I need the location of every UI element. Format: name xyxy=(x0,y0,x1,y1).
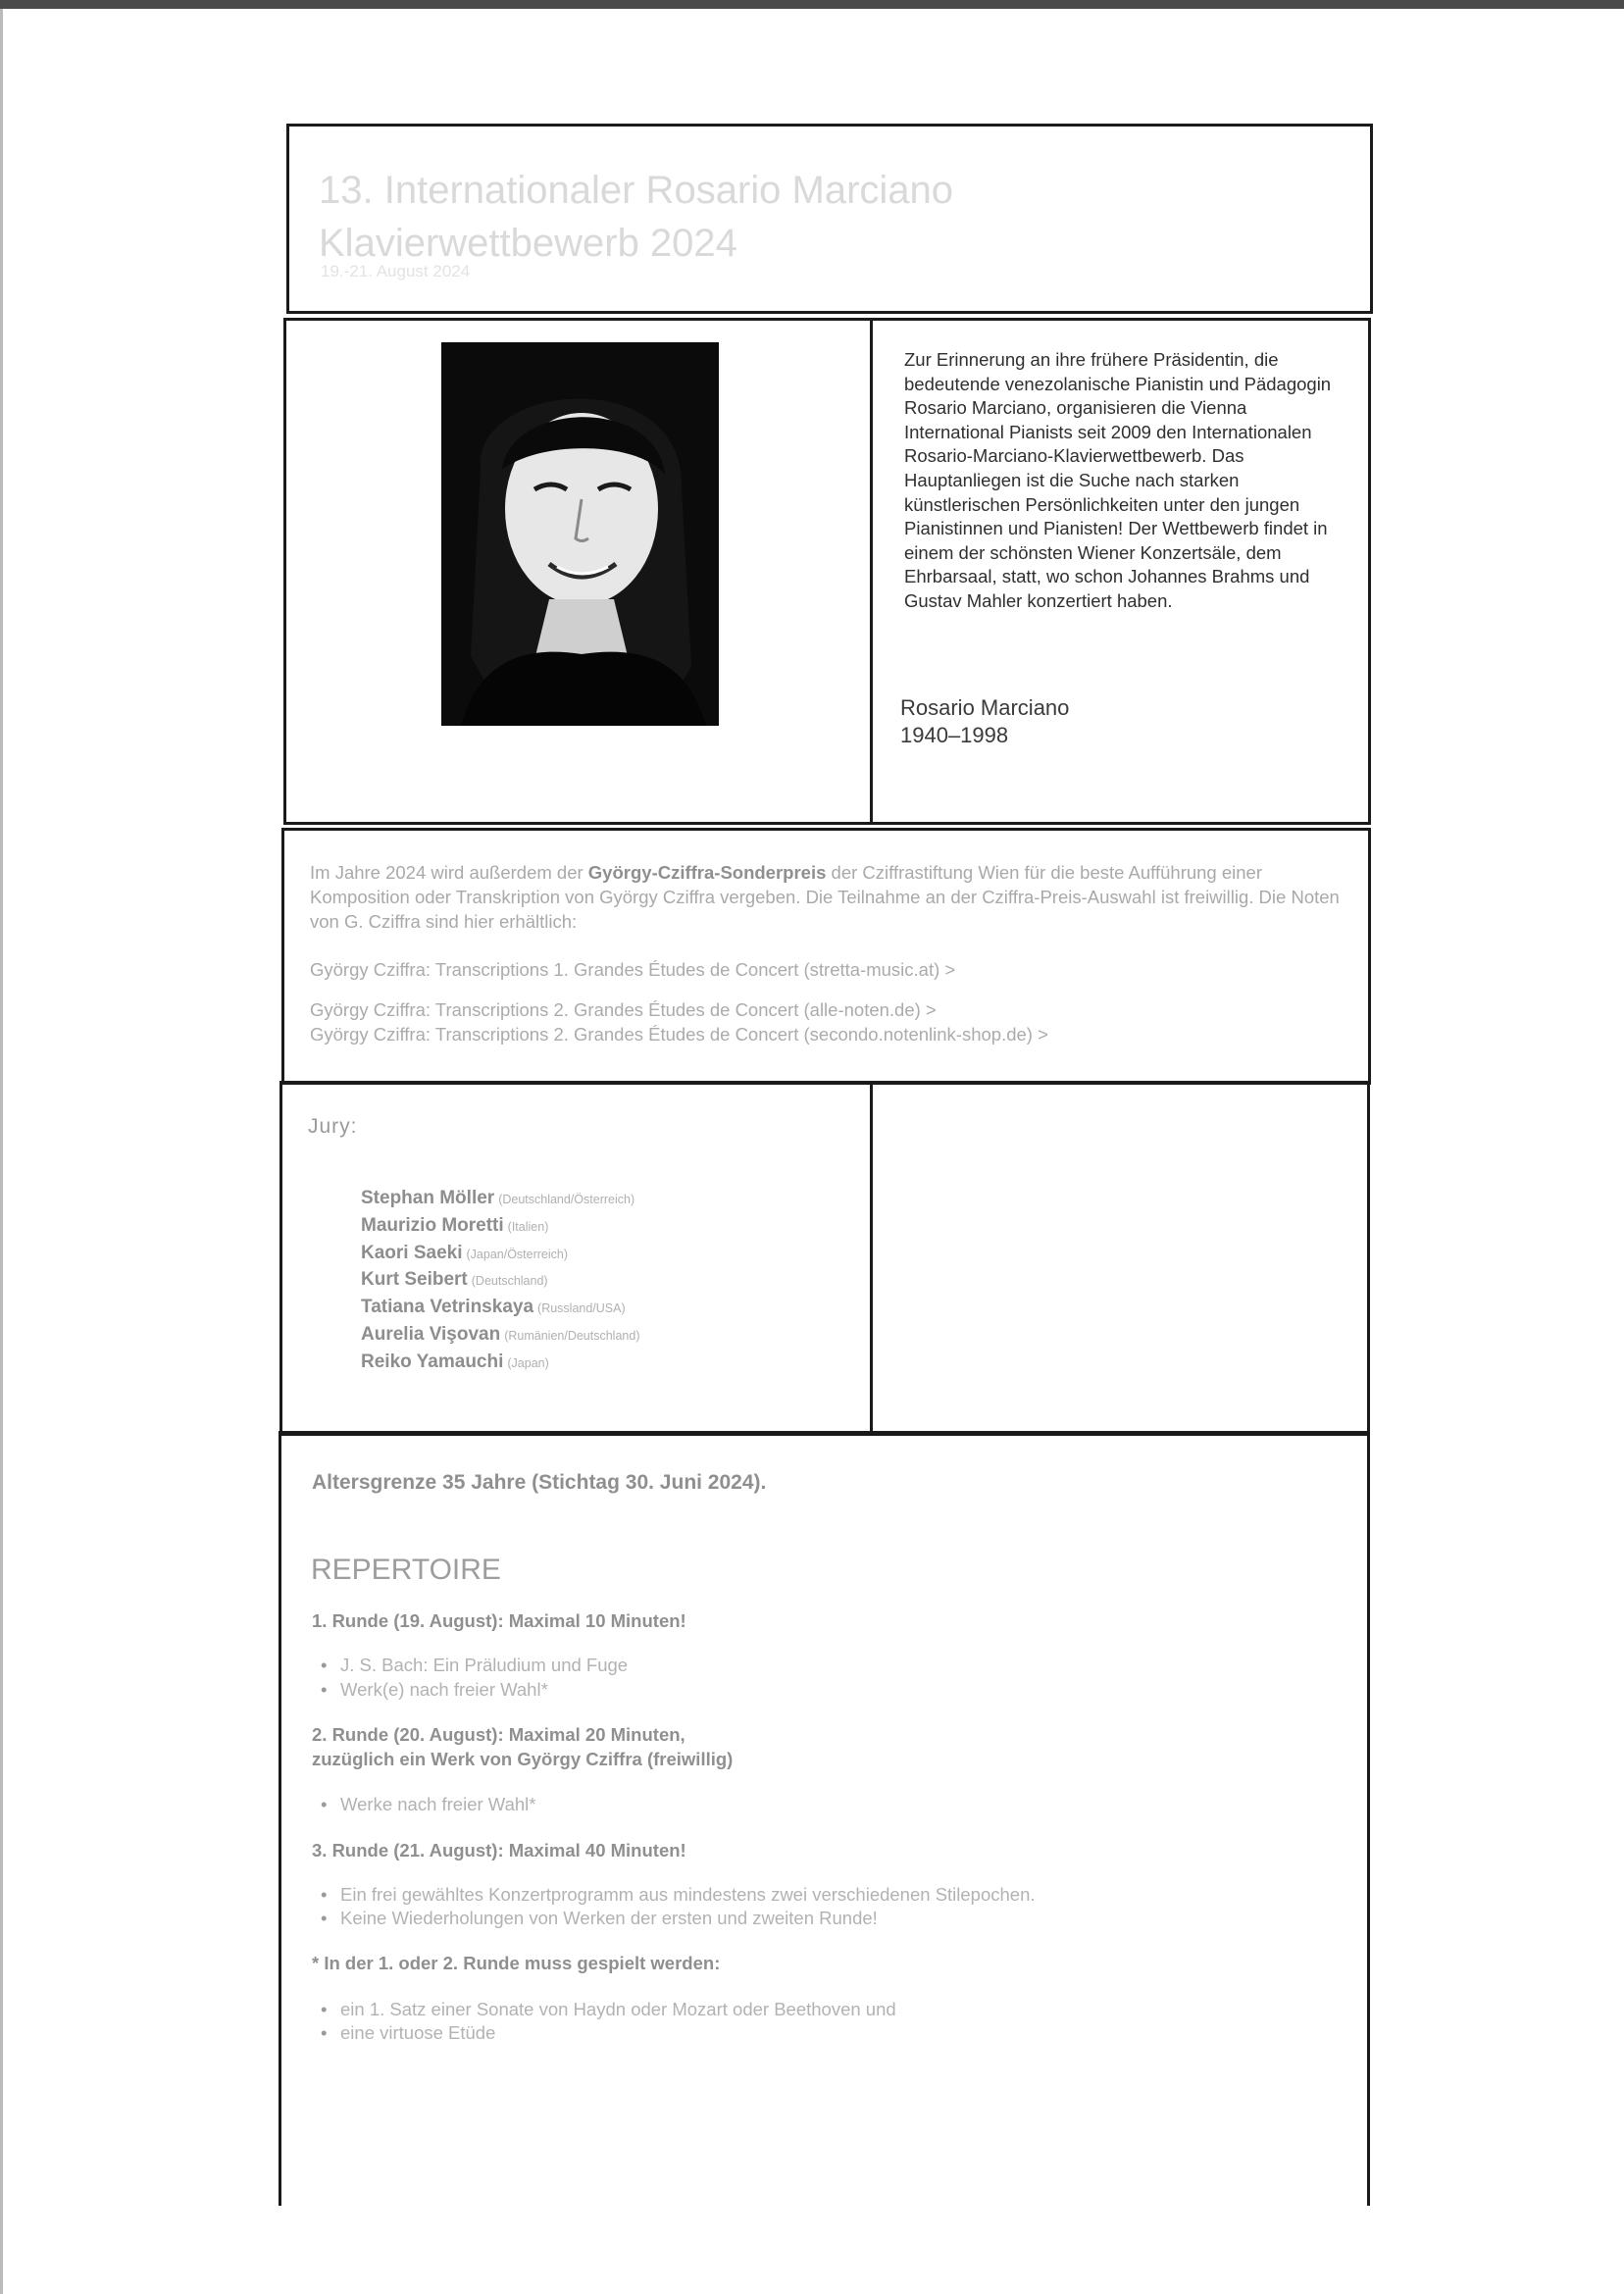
jury-member-name: Kurt Seibert xyxy=(361,1269,468,1291)
jury-member xyxy=(361,1295,639,1322)
round-2-title-line-2: zuzüglich ein Werk von György Cziffra (freiwillig) xyxy=(312,1749,734,1769)
portrait-image xyxy=(441,342,719,726)
list-item: • eine virtuose Etüde xyxy=(340,2021,495,2046)
jury-member-name: Reiko Yamauchi xyxy=(361,1351,504,1372)
list-item: • Werk(e) nach freier Wahl* xyxy=(340,1678,548,1703)
rosario-marciano-name: Rosario Marciano xyxy=(900,695,1070,720)
jury-member xyxy=(361,1213,639,1241)
jury-member xyxy=(361,1350,639,1377)
round-2-title-line-1: 2. Runde (20. August): Maximal 20 Minuten, xyxy=(312,1724,685,1745)
jury-member-name: Maurizio Moretti xyxy=(361,1214,504,1236)
cziffra-link-alle-noten[interactable]: György Cziffra: Transcriptions 2. Grandes Études de Concert (alle-noten.de) > xyxy=(310,999,937,1020)
jury-member-country: (Rumänien/Deutschland) xyxy=(504,1328,640,1343)
cziffra-link-stretta[interactable]: György Cziffra: Transcriptions 1. Grandes Études de Concert (stretta-music.at) > xyxy=(310,959,956,980)
round-1-title: 1. Runde (19. August): Maximal 10 Minuten! xyxy=(312,1610,686,1631)
cziffra-text-before: Im Jahre 2024 wird außerdem der xyxy=(310,862,588,883)
column-divider xyxy=(870,321,873,822)
rosario-marciano-years: 1940–1998 xyxy=(900,723,1009,747)
list-item: • Werke nach freier Wahl* xyxy=(340,1793,535,1817)
competition-dates: 19.-21. August 2024 xyxy=(321,262,471,280)
jury-member-name: Kaori Saeki xyxy=(361,1242,463,1263)
jury-member xyxy=(361,1267,639,1295)
round-3-title: 3. Runde (21. August): Maximal 40 Minuten! xyxy=(312,1840,686,1861)
list-item: • J. S. Bach: Ein Präludium und Fuge xyxy=(340,1654,628,1678)
cziffra-prize-name: György-Cziffra-Sonderpreis xyxy=(587,862,827,883)
jury-section xyxy=(279,1081,1370,1436)
compulsory-note-title: * In der 1. oder 2. Runde muss gespielt werden: xyxy=(312,1953,721,1973)
list-item: • ein 1. Satz einer Sonate von Haydn oder Mozart oder Beethoven und xyxy=(340,1998,896,2022)
jury-member-country: (Deutschland/Österreich) xyxy=(498,1193,635,1206)
title-line-1: 13. Internationaler Rosario Marciano xyxy=(319,169,954,212)
repertoire-heading: REPERTOIRE xyxy=(311,1554,501,1586)
jury-member xyxy=(361,1322,639,1350)
jury-title: Jury: xyxy=(308,1115,358,1138)
cziffra-prize-text xyxy=(310,860,1340,934)
jury-member-name: Stephan Möller xyxy=(361,1188,495,1208)
intro-row xyxy=(283,318,1371,825)
title-line-2: Klavierwettbewerb 2024 xyxy=(319,222,737,265)
jury-member xyxy=(361,1186,639,1213)
scan-left-edge xyxy=(0,9,3,2294)
page-title xyxy=(319,164,953,270)
intro-text: Zur Erinnerung an ihre frühere Präsidentin, die bedeutende venezolanische Pianistin und Pädagogin Rosario Marciano, organisieren die Vienna International Pianists seit 2009 den Internationalen Rosario-Marciano-Klavierwettbewerb. Das Hauptanliegen ist die Suche nach starken künstlerischen Persönlichkeiten unter den jungen Pianistinnen und Pianisten! Der Wettbewerb findet in einem der schönsten Wiener Konzertsäle, dem Ehrbarsaal, statt, wo schon Johannes Brahms und Gustav Mahler konzertiert haben. xyxy=(904,349,1332,611)
jury-member-country: (Japan/Österreich) xyxy=(466,1247,569,1261)
cziffra-link-secondo[interactable]: György Cziffra: Transcriptions 2. Grandes Études de Concert (secondo.notenlink-shop.de) > xyxy=(310,1024,1048,1045)
repertoire-section xyxy=(279,1431,1370,2206)
round-2-title xyxy=(312,1722,733,1771)
jury-list xyxy=(361,1186,639,1377)
scan-top-edge xyxy=(0,0,1624,9)
age-limit: Altersgrenze 35 Jahre (Stichtag 30. Juni 2024). xyxy=(312,1471,767,1494)
column-divider xyxy=(870,1084,873,1433)
jury-member-country: (Italien) xyxy=(507,1219,549,1234)
portrait-photo xyxy=(441,342,719,726)
jury-member-country: (Deutschland) xyxy=(471,1274,548,1289)
jury-member-country: (Japan) xyxy=(507,1355,549,1370)
jury-member-name: Aurelia Vişovan xyxy=(361,1323,501,1345)
list-item: • Ein frei gewähltes Konzertprogramm aus mindestens zwei verschiedenen Stilepochen. xyxy=(340,1883,1036,1908)
cziffra-text-after: der Cziffrastiftung Wien für die beste Aufführung einer Komposition oder Transkription von György Cziffra vergeben. Die Teilnahme an der Cziffra-Preis-Auswahl ist freiwillig. Die Noten von G. Cziffra sind hier erhältlich: xyxy=(310,862,1340,932)
jury-member-name: Tatiana Vetrinskaya xyxy=(361,1297,534,1318)
list-item: • Keine Wiederholungen von Werken der ersten und zweiten Runde! xyxy=(340,1907,878,1931)
cziffra-prize-section xyxy=(281,828,1371,1085)
header-box xyxy=(286,124,1373,314)
jury-member xyxy=(361,1241,639,1268)
jury-member-country: (Russland/USA) xyxy=(537,1301,626,1316)
